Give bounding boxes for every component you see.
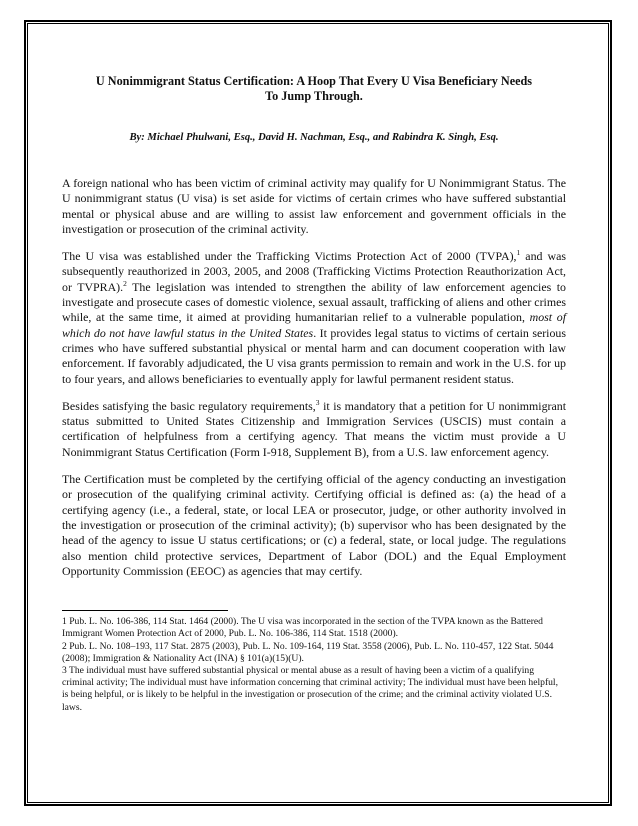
- author-byline: By: Michael Phulwani, Esq., David H. Nachman, Esq., and Rabindra K. Singh, Esq.: [129, 132, 499, 143]
- footnote-ref-1: 1: [516, 248, 521, 258]
- footnote-2: 2 Pub. L. No. 108–193, 117 Stat. 2875 (2003), Pub. L. No. 109-164, 119 Stat. 3558 (2006), Pub. L. No. 110-457, 122 Stat. 5044 (2008); Immigration & Nationality Act (INA) § 101(a)(15)(U).: [62, 640, 554, 664]
- paragraph-3: Besides satisfying the basic regulatory requirements,$^3$ it is mandatory that a petition for U nonimmigrant status submitted to United States Citizenship and Immigration Services (USCIS) must contain a certification of helpfulness from a certifying agency. That means the victim must provide a U Nonimmigrant Status Certification (Form I-918, Supplement B), from a U.S. law enforcement agency.: [62, 397, 566, 459]
- emphasis-text: most of which do not have lawful status in the United States: [62, 310, 567, 340]
- paragraph-1: A foreign national who has been victim of criminal activity may qualify for U Nonimmigrant Status. The U nonimmigrant status (U visa) is set aside for victims of certain crimes who have suffered substantial mental or physical abuse and are willing to assist law enforcement and government officials in the investigation or prosecution of the criminal activity.: [62, 176, 566, 236]
- footnote-3: 3 The individual must have suffered substantial physical or mental abuse as a result of having been a victim of a qualifying criminal activity; The individual must have information concerning that criminal activity; The individual must have been helpful, is being helpful, or is likely to be helpful in the investigation or prosecution of the crime; and the criminal activity violated U.S. laws.: [62, 664, 558, 713]
- footnote-divider: [62, 610, 228, 611]
- document-title: U Nonimmigrant Status Certification: A Hoop That Every U Visa Beneficiary Needs To Jump Through.: [95, 74, 533, 103]
- paragraph-2: The U visa was established under the Trafficking Victims Protection Act of 2000 (TVPA),$^1$ and was subsequently reauthorized in 2003, 2005, and 2008 (Trafficking Victims Protection Reauthorization Act, or TVPRA).$^2$ The legislation was intended to strengthen the ability of law enforcement agencies to investigate and prosecute cases of domestic violence, sexual assault, trafficking of aliens and other crimes while, at the same time, it aimed at providing humanitarian relief to a vulnerable population, most of which do not have lawful status in the United States. It provides legal status to victims of certain serious crimes who have suffered substantial physical or mental harm and can document cooperation with law enforcement. If favorably adjudicated, the U visa grants permission to remain and work in the U.S. for up to four years, and allows beneficiaries to eventually apply for lawful permanent resident status.: [62, 248, 567, 386]
- footnote-ref-2: 2: [123, 278, 127, 288]
- footnote-1: 1 Pub. L. No. 106-386, 114 Stat. 1464 (2000). The U visa was incorporated in the section of the TVPA known as the Battered Immigrant Women Protection Act of 2000, Pub. L. No. 106-386, 114 Stat. 1518 (2000).: [62, 616, 543, 640]
- paragraph-4: The Certification must be completed by the certifying official of the agency conducting an investigation or prosecution of the qualifying criminal activity. Certifying official is defined as: (a) the head of a certifying agency (i.e., a federal, state, or local LEA or prosecutor, judge, or other authority involved in the investigation or prosecution of the criminal activity); (b) supervisor who has been designated by the head of the agency to issue U status certifications; or (c) a federal, state, or local judge. The regulations also mention child protective services, Department of Labor (DOL) and the Equal Employment Opportunity Commission (EEOC) as agencies that may certify.: [62, 472, 566, 578]
- document-body: [62, 74, 566, 714]
- footnote-ref-3: 3: [315, 397, 320, 407]
